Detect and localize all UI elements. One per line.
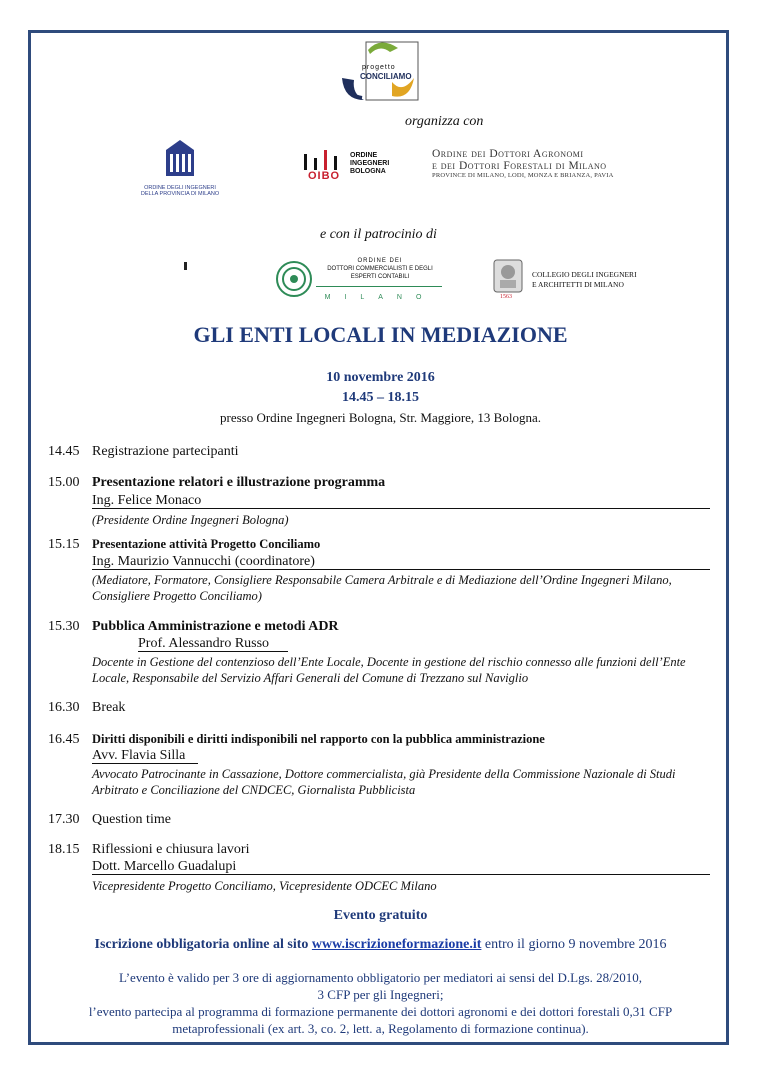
odcec-rule [316, 286, 442, 287]
event-date: 10 novembre 2016 [326, 370, 435, 385]
agronomi-logo [432, 148, 652, 179]
program-time: 18.15 [48, 842, 80, 857]
odcec-emblem [276, 256, 312, 302]
program-time: 16.30 [48, 700, 80, 715]
program-title: Pubblica Amministrazione e metodi ADR [92, 619, 339, 634]
evento-gratuito: Evento gratuito [333, 908, 428, 923]
iscrizione-suffix: entro il giorno 9 novembre 2016 [481, 937, 667, 952]
collegio-line2: E ARCHITETTI DI MILANO [532, 280, 624, 289]
event-hours: 14.45 – 18.15 [342, 390, 419, 405]
small-mark [184, 262, 187, 270]
footer-line3: l’evento partecipa al programma di formazione permanente dei dottori agronomi e dei dottori forestali 0,31 CFP [88, 1004, 673, 1019]
event-venue: presso Ordine Ingegneri Bologna, Str. Maggiore, 13 Bologna. [220, 410, 541, 425]
agronomi-line1: Ordine dei Dottori Agronomi [432, 148, 584, 160]
agronomi-line2: e dei Dottori Forestali di Milano [432, 160, 607, 172]
program-desc: Vicepresidente Progetto Conciliamo, Vicepresidente ODCEC Milano [92, 879, 437, 893]
odcec-line3: ESPERTI CONTABILI [350, 274, 410, 280]
speaker-rule [138, 651, 288, 652]
speaker-rule [92, 569, 710, 570]
program-time: 15.15 [48, 537, 80, 552]
program-speaker: Avv. Flavia Silla [92, 748, 186, 763]
program-title: Registrazione partecipanti [92, 444, 239, 459]
ingegneri-milano-emblem [160, 136, 200, 180]
oibo-line3: BOLOGNA [350, 168, 386, 175]
patrocinio: e con il patrocinio di [320, 227, 437, 242]
conciliamo-small: progetto [362, 64, 396, 71]
program-speaker: Prof. Alessandro Russo [138, 636, 270, 651]
program-title: Riflessioni e chiusura lavori [92, 842, 250, 857]
oibo-line2: INGEGNERI [350, 160, 390, 167]
oibo-logo [302, 150, 402, 190]
program-desc: (Mediatore, Formatore, Consigliere Responsabile Camera Arbitrale e di Mediazione dell’Ordine Ingegneri Milano, Consigliere Progetto Conciliamo) [92, 573, 672, 603]
footer-line1: L’evento è valido per 3 ore di aggiornamento obbligatorio per mediatori ai sensi del D.Lgs. 28/2010, [118, 970, 642, 985]
iscrizione-link[interactable]: www.iscrizioneformazione.it [311, 937, 482, 952]
iscrizione-line [30, 937, 731, 953]
speaker-rule [92, 763, 198, 764]
program-time: 15.00 [48, 475, 80, 490]
program-time: 17.30 [48, 812, 80, 827]
footer-line2: 3 CFP per gli Ingegneri; [317, 987, 444, 1002]
program-title: Break [92, 700, 126, 715]
program-desc: Docente in Gestione del contenzioso dell’Ente Locale, Docente in gestione del rischio connesso alle funzioni dell’Ente Locale, Responsabile del Servizio Affari Generali del Comune di Trezzano sul Naviglio [92, 655, 686, 685]
program-time: 15.30 [48, 619, 80, 634]
program-title: Question time [92, 812, 171, 827]
program-speaker: Ing. Felice Monaco [92, 493, 202, 508]
footer-line4: metaprofessionali (ex art. 3, co. 2, lett. a, Regolamento di formazione continua). [172, 1021, 589, 1036]
odcec-line2: DOTTORI COMMERCIALISTI E DEGLI [327, 266, 433, 272]
collegio-line1: COLLEGIO DEGLI INGEGNERI [532, 270, 637, 279]
speaker-rule [92, 874, 710, 875]
ingegneri-milano-logo [140, 136, 220, 202]
speaker-rule [92, 508, 710, 509]
program-desc: (Presidente Ordine Ingegneri Bologna) [92, 513, 289, 527]
program-speaker: Dott. Marcello Guadalupi [92, 859, 237, 874]
odcec-line1: ORDINE DEI [357, 258, 403, 264]
program-title: Presentazione attività Progetto Conciliamo [92, 537, 321, 551]
program-time: 16.45 [48, 732, 80, 747]
program-speaker: Ing. Maurizio Vannucchi (coordinatore) [92, 554, 315, 569]
collegio-year: 1563 [500, 294, 512, 300]
ing-milano-caption2: DELLA PROVINCIA DI MILANO [140, 191, 220, 197]
agronomi-line3: PROVINCE DI MILANO, LODI, MONZA E BRIANZA, PAVIA [432, 172, 614, 179]
program-title: Presentazione relatori e illustrazione programma [92, 475, 386, 490]
odcec-city: MILANO [324, 294, 436, 301]
collegio-logo [490, 256, 670, 306]
oibo-mark: OIBO [308, 170, 341, 182]
program-time: 14.45 [48, 444, 80, 459]
collegio-crest [490, 256, 526, 296]
program-desc: Avvocato Patrocinante in Cassazione, Dottore commercialista, già Presidente della Commissione Nazionale di Studi Arbitrato e Conciliazione del CNDCEC, Giornalista Pubblicista [92, 767, 676, 797]
iscrizione-prefix: Iscrizione obbligatoria online al sito [94, 937, 312, 952]
ing-milano-caption1: ORDINE DEGLI INGEGNERI [144, 185, 216, 191]
odcec-logo [276, 256, 444, 306]
conciliamo-logo [340, 38, 420, 104]
organizza-con: organizza con [405, 114, 484, 129]
program-title: Diritti disponibili e diritti indisponibili nel rapporto con la pubblica amministrazione [92, 732, 545, 746]
event-title: GLI ENTI LOCALI IN MEDIAZIONE [193, 322, 568, 347]
conciliamo-main: CONCILIAMO [360, 72, 412, 81]
oibo-line1: ORDINE [350, 152, 378, 159]
